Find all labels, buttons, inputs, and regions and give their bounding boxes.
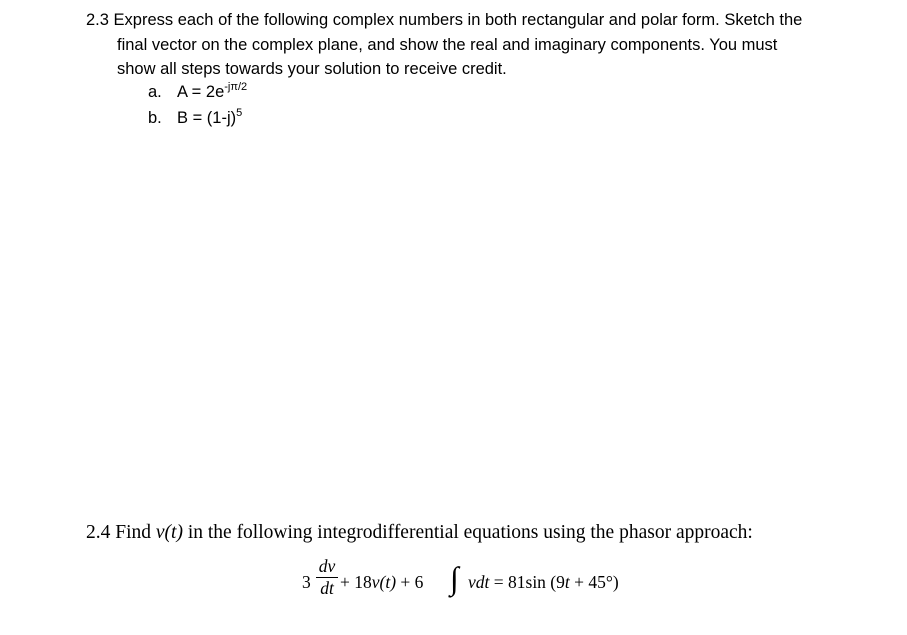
eq-term-2-var: v(t) (371, 572, 397, 592)
problem-2-4-variable: v(t) (155, 522, 183, 543)
item-a-exponent: -jπ/2 (224, 81, 248, 93)
item-a (148, 83, 247, 102)
item-b-exponent: 5 (236, 107, 243, 119)
problem-2-3-line-1: 2.3 Express each of the following complex numbers in both rectangular and polar form. Sketch the (86, 11, 803, 29)
eq-term-2: + 18v(t) + 6 (340, 572, 424, 592)
item-b (148, 109, 242, 128)
problem-2-3-line-2: final vector on the complex plane, and show the real and imaginary components. You must (117, 35, 778, 54)
problem-2-3-line-3: show all steps towards your solution to receive credit. (117, 60, 507, 78)
eq-coefficient-3: 3 (302, 572, 311, 592)
problem-2-4-text-before: 2.4 Find (86, 522, 156, 543)
item-a-label: a. (148, 83, 162, 101)
problem-2-4-text-after: in the following integrodifferential equations using the phasor approach: (182, 522, 753, 543)
eq-term-3: + 6 (396, 572, 424, 592)
eq-integrand: vdt (468, 572, 490, 592)
item-b-expression: B = (1-j) (177, 109, 237, 127)
eq-derivative-fraction (316, 556, 338, 597)
problem-2-3 (86, 8, 846, 82)
integral-sign: ∫ (450, 560, 459, 596)
problem-2-4 (86, 522, 753, 544)
eq-rhs: vdt = 81sin (9t + 45°) (468, 572, 619, 592)
eq-frac-numerator: dv (318, 556, 336, 576)
eq-rhs-var: t (564, 572, 570, 592)
item-b-label: b. (148, 109, 162, 127)
eq-frac-denominator: dt (320, 578, 334, 598)
item-a-expression: A = 2e (177, 83, 225, 101)
